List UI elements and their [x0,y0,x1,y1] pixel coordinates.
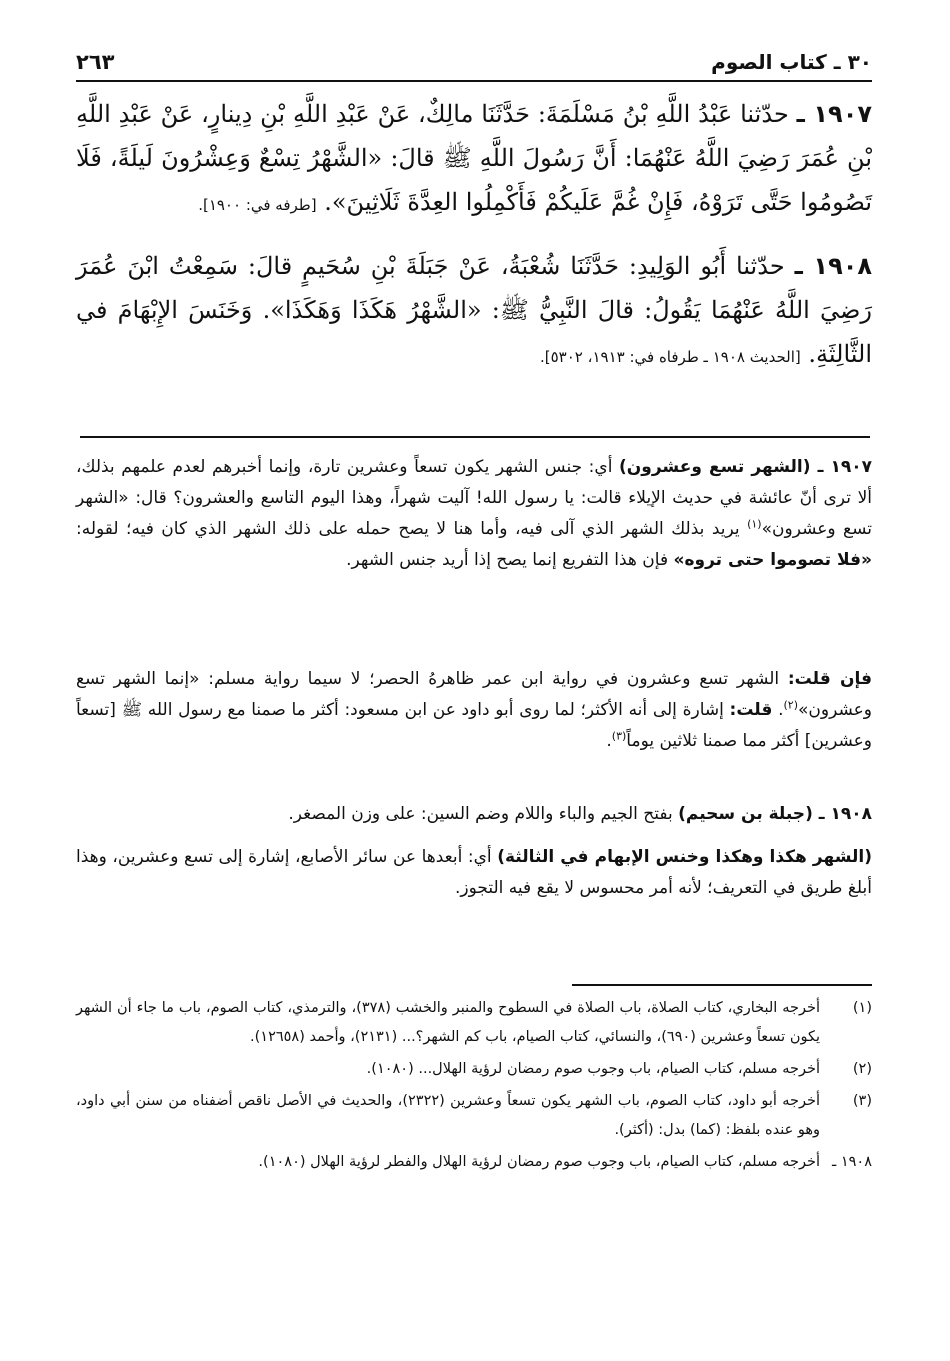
commentary-paragraph-1908 [76,799,872,830]
section-divider [80,436,870,438]
commentary-lead: ١٩٠٨ ـ (جبلة بن سحيم) [678,804,872,824]
commentary-text: . [772,700,784,720]
hadith-1908 [76,244,872,379]
footnote-ref[interactable]: (٣) [611,729,627,743]
footnote-mark: (٣) [852,1093,872,1109]
footnote-mark: (٢) [852,1061,872,1077]
hadith-reference: [الحديث ١٩٠٨ ـ طرفاه في: ١٩١٣، ٥٣٠٢]. [539,348,801,366]
page-header [76,36,872,82]
hadith-number: ١٩٠٧ ـ [796,100,872,128]
footnote-item [76,1148,872,1177]
hadith-1907 [76,92,872,227]
chapter-title: ٣٠ ـ كتاب الصوم [711,50,872,74]
page-number: ٢٦٣ [76,50,115,74]
commentary-text: يريد بذلك الشهر الذي آلى فيه، وأما هنا لا يصح حمله على ذلك الشهر الذي كان فيه؛ لقوله: [76,519,748,539]
commentary-text: أي: جنس الشهر يكون تسعاً وعشرين تارة، وإنما أخبرهم لعدم علمهم بذلك، ألا ترى أنّ عائشة في حديث الإيلاء قالت: يا رسول الله! آليت شهراً، وهذا اليوم التاسع والعشرون؟ قال: «الشهر تسع وعشرون» [76,457,873,539]
commentary-lead: ١٩٠٧ ـ (الشهر تسع وعشرون) [619,457,872,477]
footnote-ref[interactable]: (٢) [783,698,798,712]
commentary-lead: (الشهر هكذا وهكذا وخنس الإبهام في الثالثة) [497,847,872,867]
footnote-item [76,1055,872,1084]
commentary-text: إشارة إلى أنه الأكثر؛ لما روى أبو داود عن ابن مسعود: أكثر ما صمنا مع رسول الله ﷺ [تسعاً وعشرين] أكثر مما صمنا ثلاثين يوماً [76,700,872,751]
commentary-paragraph-thumb [76,842,872,904]
commentary-text: فإن هذا التفريع إنما يصح إذا أريد جنس الشهر. [346,550,674,570]
footnote-ref[interactable]: (١) [747,517,762,531]
footnote-text: أخرجه مسلم، كتاب الصيام، باب وجوب صوم رمضان لرؤية الهلال والفطر لرؤية الهلال (١٠٨٠). [258,1154,820,1170]
commentary-text: الشهر تسع وعشرون في رواية ابن عمر ظاهرهُ الحصر؛ لا سيما رواية مسلم: «إنما الشهر تسع وعشرون» [76,669,872,720]
commentary-lead: قلت: [729,700,773,720]
footnote-item [76,994,872,1052]
commentary-paragraph-question [76,664,872,757]
hadith-text: حدّثنا أَبُو الوَلِيدِ: حَدَّثَنَا شُعْبَةُ، عَنْ جَبَلَةَ بْنِ سُحَيمٍ قالَ: سَمِعْتُ ابْنَ عُمَرَ رَضِيَ اللَّهُ عَنْهُمَا يَقُولُ: قالَ النَّبِيُّ ﷺ: «الشَّهْرُ هَكَذَا وَهَكَذَا». وَخَنَسَ الإِبْهَامَ في الثَّالِثَةِ. [76,252,872,368]
commentary-text: أي: أبعدها عن سائر الأصابع، إشارة إلى تسع وعشرين، وهذا أبلغ طريق في التعريف؛ لأنه أمر محسوس لا يقع فيه التجوز. [76,847,872,898]
commentary-text: بفتح الجيم والباء واللام وضم السين: على وزن المصغر. [288,804,679,824]
commentary-paragraph-1907 [76,452,872,576]
footnote-item [76,1087,872,1145]
hadith-text: حدّثنا عَبْدُ اللَّهِ بْنُ مَسْلَمَةَ: حَدَّثَنَا مالِكٌ، عَنْ عَبْدِ اللَّهِ بْنِ دِينارٍ، عَنْ عَبْدِ اللَّهِ بْنِ عُمَرَ رَضِيَ اللَّهُ عَنْهُمَا: أَنَّ رَسُولَ اللَّهِ ﷺ قالَ: «الشَّهْرُ تِسْعٌ وَعِشْرُونَ لَيلَةً، فَلَا تَصُومُوا حَتَّى تَرَوْهُ، فَإِنْ غُمَّ عَلَيكُمْ فَأَكْمِلُوا العِدَّةَ ثَلَاثِينَ». [76,100,872,216]
hadith-reference: [طرفه في: ١٩٠٠]. [198,196,317,214]
footnote-text: أخرجه مسلم، كتاب الصيام، باب وجوب صوم رمضان لرؤية الهلال... (١٠٨٠). [366,1061,820,1077]
footnote-mark: (١) [852,1000,872,1016]
commentary-quote: «فلا تصوموا حتى تروه» [673,550,872,570]
hadith-number: ١٩٠٨ ـ [794,252,873,280]
footnote-text: أخرجه البخاري، كتاب الصلاة، باب الصلاة في السطوح والمنبر والخشب (٣٧٨)، والترمذي، كتاب الصوم، باب ما جاء أن الشهر يكون تسعاً وعشرين (٦٩٠)، والنسائي، كتاب الصيام، باب كم الشهر؟... (٢١٣١)، وأحمد (١٢٦٥٨). [76,1000,820,1045]
commentary-text: . [606,731,612,751]
footnote-text: أخرجه أبو داود، كتاب الصوم، باب الشهر يكون تسعاً وعشرين (٢٣٢٢)، والحديث في الأصل ناقص أضفناه من سنن أبي داود، وهو عنده بلفظ: (كما) بدل: (أكثر). [76,1093,820,1138]
commentary-lead: فإن قلت: [787,669,873,689]
footnote-mark: ١٩٠٨ ـ [831,1154,872,1170]
footnote-rule [572,984,872,986]
footnotes [76,994,872,1180]
